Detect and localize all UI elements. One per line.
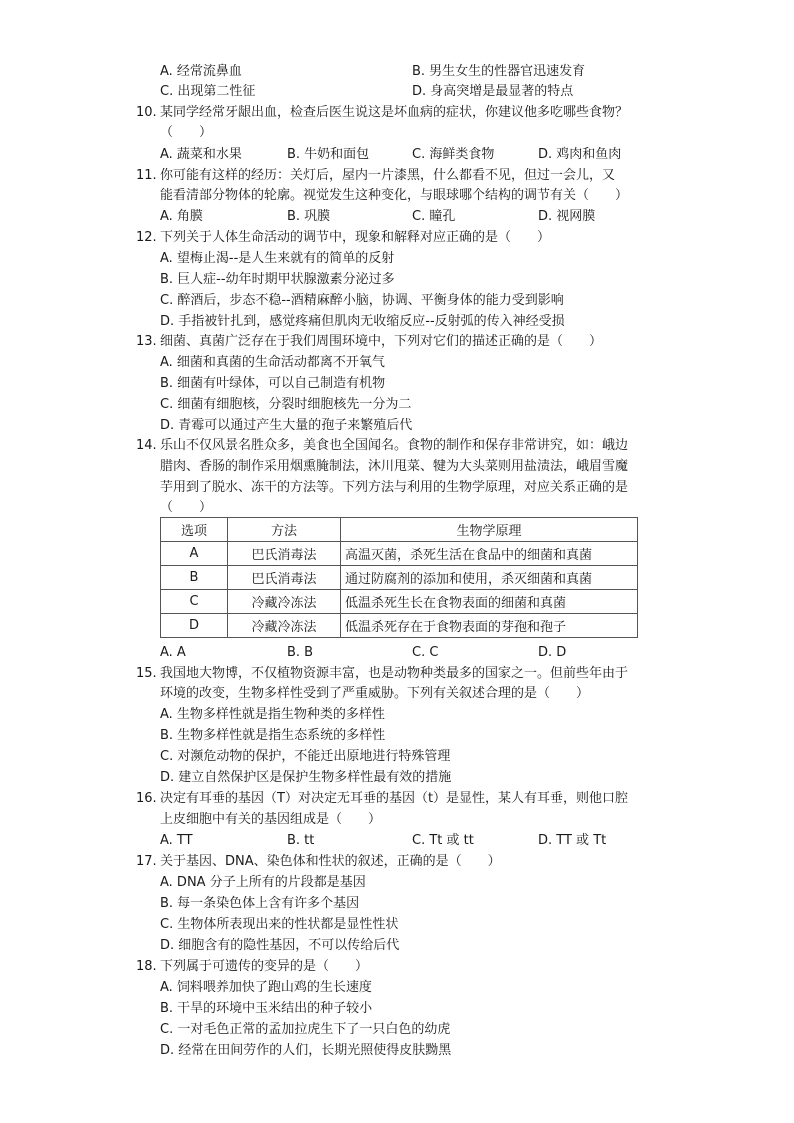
q10-stem-line: 某同学经常牙龈出血，检查后医生说这是坏血病的症状，你建议他多吃哪些食物？ [160, 105, 629, 120]
q9-option-d: D. 身高突增是最显著的特点 [412, 84, 574, 99]
table-cell: 低温杀死生长在食物表面的细菌和真菌 [341, 590, 638, 614]
table-row [161, 614, 638, 638]
q12-option-d: D. 手指被针扎到，感觉疼痛但肌肉无收缩反应--反射弧的传入神经受损 [160, 314, 565, 329]
q14-stem-line: 乐山不仅风景名胜众多，美食也全国闻名。食物的制作和保存非常讲究，如：峨边 [160, 438, 629, 453]
q13-option-a: A. 细菌和真菌的生命活动都离不开氧气 [160, 355, 385, 370]
q16-option-d: D. TT 或 Tt [538, 833, 607, 848]
q14-option-c: C. C [412, 645, 439, 660]
table-cell: 巴氏消毒法 [228, 566, 341, 590]
q15-option-a: A. 生物多样性就是指生物种类的多样性 [160, 707, 385, 722]
q12-option-b: B. 巨人症--幼年时期甲状腺激素分泌过多 [160, 272, 395, 287]
q17-option-b: B. 每一条染色体上含有许多个基因 [160, 896, 360, 911]
q11-option-a: A. 角膜 [160, 209, 203, 224]
q12-number: 12. [136, 230, 157, 245]
q14-option-b: B. B [287, 645, 314, 660]
q10-option-a: A. 蔬菜和水果 [160, 147, 242, 162]
q9-option-b: B. 男生女生的性器官迅速发育 [412, 64, 586, 79]
q10-option-b: B. 牛奶和面包 [287, 147, 370, 162]
q11-option-b: B. 巩膜 [287, 209, 331, 224]
q17-option-a: A. DNA 分子上所有的片段都是基因 [160, 875, 366, 890]
q12-stem-line: 下列关于人体生命活动的调节中，现象和解释对应正确的是（ ） [160, 230, 551, 245]
q10-option-d: D. 鸡肉和鱼肉 [538, 147, 622, 162]
q12-option-a: A. 望梅止渴--是人生来就有的简单的反射 [160, 251, 395, 266]
q16-option-a: A. TT [160, 833, 193, 848]
q16-option-c: C. Tt 或 tt [412, 833, 474, 848]
table-cell: 通过防腐剂的添加和使用，杀灭细菌和真菌 [341, 566, 638, 590]
q10-option-c: C. 海鲜类食物 [412, 147, 495, 162]
table-header-cell: 生物学原理 [341, 518, 638, 542]
q12-option-c: C. 醉酒后，步态不稳--酒精麻醉小脑，协调、平衡身体的能力受到影响 [160, 293, 564, 308]
q15-stem-line: 环境的改变，生物多样性受到了严重威胁。下列有关叙述合理的是（ ） [160, 686, 590, 701]
table-cell: 冷藏冷冻法 [228, 590, 341, 614]
table-header-cell: 方法 [228, 518, 341, 542]
q13-option-b: B. 细菌有叶绿体，可以自己制造有机物 [160, 376, 386, 391]
table-row [161, 566, 638, 590]
table-cell: 低温杀死存在于食物表面的芽孢和孢子 [341, 614, 638, 638]
q11-stem-line: 能看清部分物体的轮廓。视觉发生这种变化，与眼球哪个结构的调节有关（ ） [160, 188, 629, 203]
q17-option-c: C. 生物体所表现出来的性状都是显性性状 [160, 917, 399, 932]
q17-stem-line: 关于基因、DNA、染色体和性状的叙述，正确的是（ ） [160, 854, 501, 869]
table-cell: 冷藏冷冻法 [228, 614, 341, 638]
q16-option-b: B. tt [287, 833, 315, 848]
q18-option-c: C. 一对毛色正常的孟加拉虎生下了一只白色的幼虎 [160, 1022, 451, 1037]
q11-stem-line: 你可能有这样的经历：关灯后，屋内一片漆黑，什么都看不见，但过一会儿，又 [160, 168, 616, 183]
q14-stem-line: 腊肉、香肠的制作采用烟熏腌制法，沐川甩菜、犍为大头菜则用盐渍法，峨眉雪魔 [160, 459, 629, 474]
q18-number: 18. [136, 959, 157, 974]
q16-stem-line: 上皮细胞中有关的基因组成是（ ） [160, 812, 382, 827]
q13-number: 13. [136, 334, 157, 349]
table-header-cell: 选项 [161, 518, 228, 542]
q14-table [160, 517, 638, 638]
q11-number: 11. [136, 168, 157, 183]
q14-stem-line: 芋用到了脱水、冻干的方法等。下列方法与利用的生物学原理，对应关系正确的是 [160, 480, 629, 495]
table-cell: B [161, 566, 228, 590]
q16-stem-line: 决定有耳垂的基因（T）对决定无耳垂的基因（t）是显性，某人有耳垂，则他口腔 [160, 791, 629, 806]
q17-number: 17. [136, 854, 157, 869]
q18-stem-line: 下列属于可遗传的变异的是（ ） [160, 959, 369, 974]
q13-stem-line: 细菌、真菌广泛存在于我们周围环境中，下列对它们的描述正确的是（ ） [160, 334, 603, 349]
q18-option-d: D. 经常在田间劳作的人们，长期光照使得皮肤黝黑 [160, 1043, 452, 1058]
q15-number: 15. [136, 666, 157, 681]
table-row [161, 590, 638, 614]
q9-option-a: A. 经常流鼻血 [160, 64, 242, 79]
q14-option-a: A. A [160, 645, 186, 660]
q15-stem-line: 我国地大物博，不仅植物资源丰富，也是动物种类最多的国家之一。但前些年由于 [160, 666, 629, 681]
q14-stem-line: （ ） [160, 500, 213, 515]
table-header-row [161, 518, 638, 542]
q13-option-c: C. 细菌有细胞核，分裂时细胞核先一分为二 [160, 397, 412, 412]
q18-option-a: A. 饲料喂养加快了跑山鸡的生长速度 [160, 980, 372, 995]
q15-option-c: C. 对濒危动物的保护，不能迁出原地进行特殊管理 [160, 749, 451, 764]
q15-option-b: B. 生物多样性就是指生态系统的多样性 [160, 728, 386, 743]
q10-number: 10. [136, 105, 157, 120]
table-cell: 高温灭菌，杀死生活在食品中的细菌和真菌 [341, 542, 638, 566]
q11-option-c: C. 瞳孔 [412, 209, 456, 224]
table-cell: C [161, 590, 228, 614]
table-cell: D [161, 614, 228, 638]
q14-number: 14. [136, 438, 157, 453]
q17-option-d: D. 细胞含有的隐性基因，不可以传给后代 [160, 938, 400, 953]
q18-option-b: B. 干旱的环境中玉米结出的种子较小 [160, 1001, 373, 1016]
table-row [161, 542, 638, 566]
q15-option-d: D. 建立自然保护区是保护生物多样性最有效的措施 [160, 770, 452, 785]
q10-stem-line: （ ） [160, 125, 213, 140]
q16-number: 16. [136, 791, 157, 806]
q11-option-d: D. 视网膜 [538, 209, 596, 224]
table-cell: A [161, 542, 228, 566]
q9-option-c: C. 出现第二性征 [160, 84, 256, 99]
q13-option-d: D. 青霉可以通过产生大量的孢子来繁殖后代 [160, 418, 413, 433]
q14-option-d: D. D [538, 645, 567, 660]
table-cell: 巴氏消毒法 [228, 542, 341, 566]
